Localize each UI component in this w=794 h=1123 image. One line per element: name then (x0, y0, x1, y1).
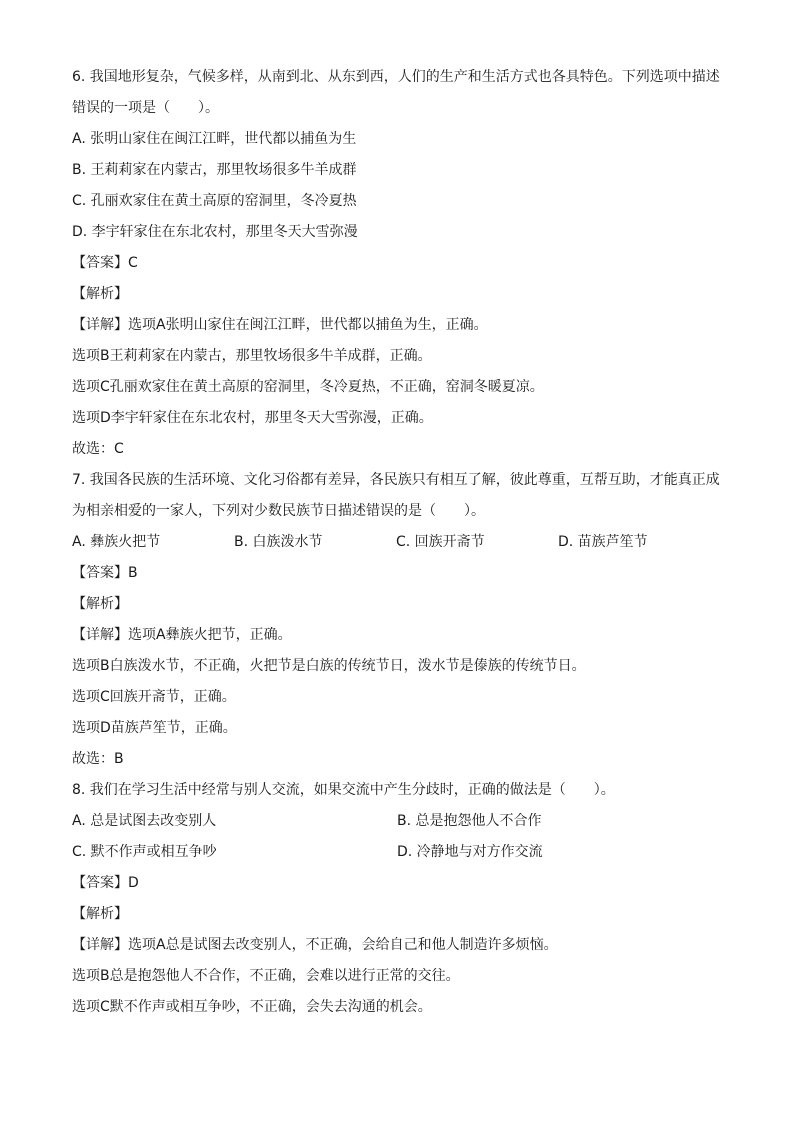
q6-detail-2: 选项B王莉莉家在内蒙古，那里牧场很多牛羊成群，正确。 (72, 348, 432, 364)
q7-choice: 故选：B (72, 751, 124, 767)
q6-option-c: C. 孔丽欢家住在黄土高原的窑洞里，冬冷夏热 (72, 193, 357, 209)
q8-option-d: D. 冷静地与对方作交流 (397, 844, 543, 860)
q7-detail-4: 选项D苗族芦笙节，正确。 (72, 720, 237, 736)
document-content (72, 62, 732, 1023)
q6-detail-1: 【详解】选项A张明山家住在闽江江畔，世代都以捕鱼为生，正确。 (72, 317, 488, 333)
q6-detail-3: 选项C孔丽欢家住在黄土高原的窑洞里，冬冷夏热，不正确，窑洞冬暖夏凉。 (72, 379, 544, 395)
q6-stem-line2: 错误的一项是（ ）。 (72, 100, 219, 116)
q8-analysis-label: 【解析】 (72, 906, 128, 922)
q6-analysis-label: 【解析】 (72, 286, 128, 302)
q6-option-b: B. 王莉莉家在内蒙古，那里牧场很多牛羊成群 (72, 162, 357, 178)
q6-choice: 故选：C (72, 441, 124, 457)
q8-option-c: C. 默不作声或相互争吵 (72, 844, 217, 860)
q7-answer: 【答案】B (72, 565, 138, 581)
q7-detail-1: 【详解】选项A彝族火把节，正确。 (72, 627, 292, 643)
q7-stem-line1: 7. 我国各民族的生活环境、文化习俗都有差异，各民族只有相互了解，彼此尊重，互帮互助，才能真正成 (72, 472, 720, 488)
q7-stem-line2: 为相亲相爱的一家人，下列对少数民族节日描述错误的是（ ）。 (72, 503, 485, 519)
q7-option-c: C. 回族开斋节 (396, 534, 485, 550)
q6-detail-4: 选项D李宇轩家住在东北农村，那里冬天大雪弥漫，正确。 (72, 410, 433, 426)
q7-detail-3: 选项C回族开斋节，正确。 (72, 689, 236, 705)
q8-detail-1: 【详解】选项A总是试图去改变别人，不正确，会给自己和他人制造许多烦恼。 (72, 937, 558, 953)
q6-stem-line1: 6. 我国地形复杂，气候多样，从南到北、从东到西，人们的生产和生活方式也各具特色。下列选项中描述 (72, 69, 720, 85)
q8-option-a: A. 总是试图去改变别人 (72, 813, 217, 829)
q6-option-a: A. 张明山家住在闽江江畔，世代都以捕鱼为生 (72, 131, 357, 147)
q8-detail-3: 选项C默不作声或相互争吵，不正确，会失去沟通的机会。 (72, 999, 432, 1015)
q7-analysis-label: 【解析】 (72, 596, 128, 612)
q7-detail-2: 选项B白族泼水节，不正确，火把节是白族的传统节日，泼水节是傣族的传统节日。 (72, 658, 586, 674)
q6-answer: 【答案】C (72, 255, 138, 271)
q7-option-d: D. 苗族芦笙节 (558, 534, 648, 550)
q8-options-row-2 (72, 837, 732, 868)
q8-option-b: B. 总是抱怨他人不合作 (397, 813, 542, 829)
q7-option-a: A. 彝族火把节 (72, 534, 161, 550)
q7-options-row (72, 527, 732, 558)
q8-options-row-1 (72, 806, 732, 837)
q6-option-d: D. 李宇轩家住在东北农村，那里冬天大雪弥漫 (72, 224, 358, 240)
q8-detail-2: 选项B总是抱怨他人不合作，不正确，会难以进行正常的交往。 (72, 968, 460, 984)
q8-stem-line1: 8. 我们在学习生活中经常与别人交流，如果交流中产生分歧时，正确的做法是（ ）。 (72, 782, 615, 798)
q8-answer: 【答案】D (72, 875, 139, 891)
q7-option-b: B. 白族泼水节 (234, 534, 323, 550)
